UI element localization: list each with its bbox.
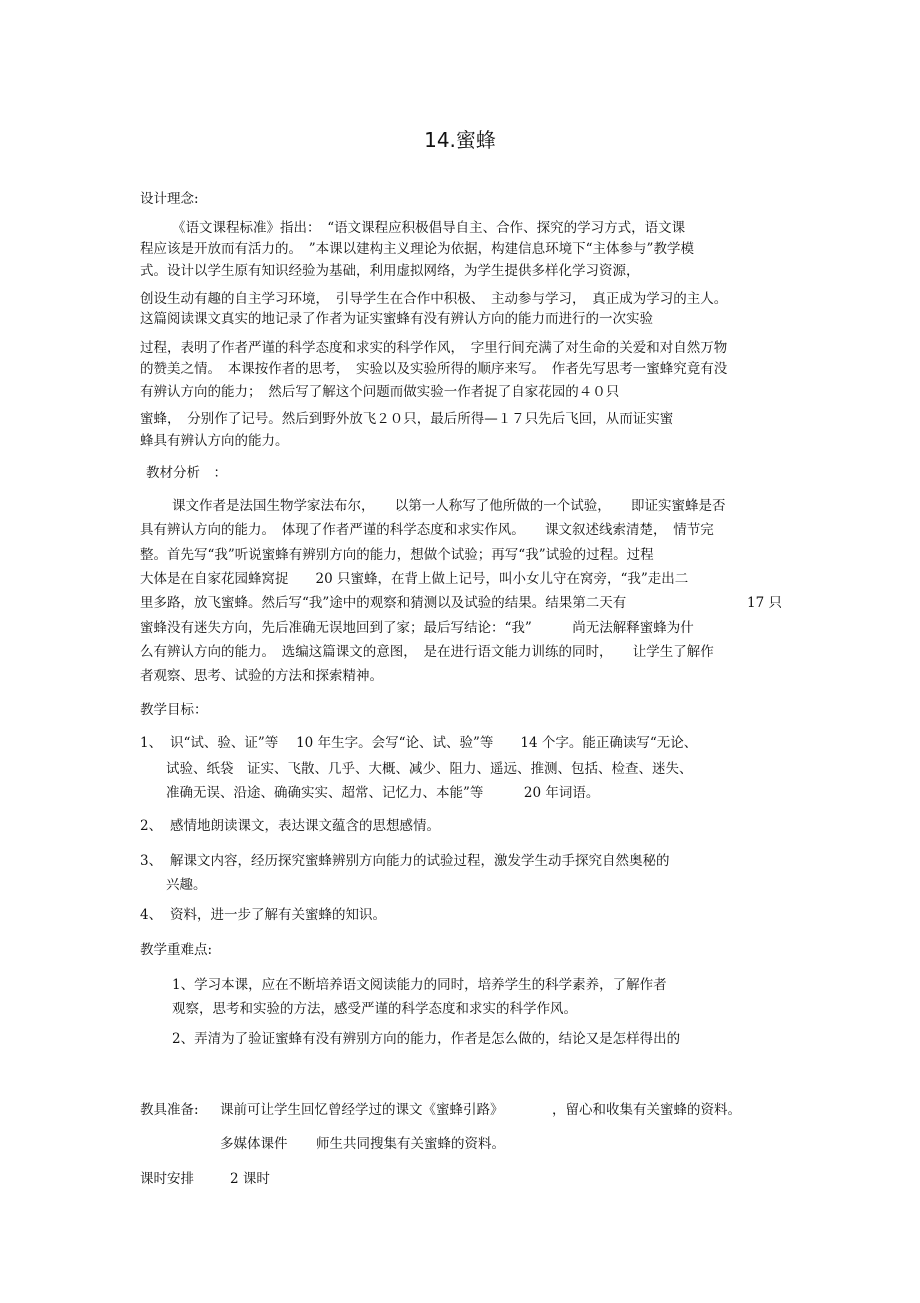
- prep-text: ，留心和收集有关蜜蜂的资料。: [552, 1102, 741, 1118]
- keypoint-line: 2、弄清为了验证蜜蜂有没有辨别方向的能力，作者是怎么做的，结论又是怎样得出的: [172, 1031, 681, 1047]
- design-line: 的赞美之情。 本课按作者的思考， 实验以及实验所得的顺序来写。 作者先写思考一蜜蜂究竟有没: [140, 361, 728, 377]
- goal-line: 兴趣。: [166, 877, 207, 893]
- page-title: 14.蜜蜂: [424, 128, 496, 152]
- goal-line: 解课文内容，经历探究蜜蜂辨别方向能力的试验过程，激发学生动手探究自然奥秘的: [170, 853, 670, 869]
- design-line: 这篇阅读课文真实的地记录了作者为证实蜜蜂有没有辨认方向的能力而进行的一次实验: [140, 311, 653, 327]
- analysis-line: 蜜蜂没有迷失方向，先后准确无误地回到了家；最后写结论：“我” 尚无法解释蜜蜂为什: [140, 620, 694, 636]
- design-heading: 设计理念:: [140, 191, 199, 207]
- goal-line: 试验、纸袋 证实、飞散、几乎、大概、减少、阻力、遥远、推测、包括、检查、迷失、: [166, 761, 693, 777]
- goal-line: 感情地朗读课文，表达课文蕴含的思想感情。: [170, 818, 440, 834]
- analysis-line: 整。首先写“我”听说蜜蜂有辨别方向的能力，想做个试验；再写“我”试验的过程。过程: [140, 547, 654, 563]
- keypoints-heading: 教学重难点:: [140, 942, 213, 958]
- design-line: 蜂具有辨认方向的能力。: [140, 433, 289, 449]
- goal-line: 识“试、验、证”等 10 年生字。会写“论、试、验”等 14 个字。能正确读写“无论、: [170, 735, 698, 751]
- analysis-line: 么有辨认方向的能力。 选编这篇课文的意图， 是在进行语文能力训练的同时， 让学生了解作: [140, 644, 714, 660]
- design-line: 过程，表明了作者严谨的科学态度和求实的科学作风， 字里行间充满了对生命的关爱和对自然万物: [140, 340, 728, 356]
- analysis-line: 大体是在自家花园蜂窝捉 20 只蜜蜂，在背上做上记号，叫小女儿守在窝旁，“我”走出二: [140, 571, 689, 587]
- design-line: 《语文课程标准》指出： “语文课程应积极倡导自主、合作、探究的学习方式，语文课: [172, 220, 686, 236]
- design-line: 创设生动有趣的自主学习环境， 引导学生在合作中积极、 主动参与学习， 真正成为学习的主人。: [140, 291, 728, 307]
- keypoint-line: 1、学习本课，应在不断培养语文阅读能力的同时，培养学生的科学素养，了解作者: [172, 977, 667, 993]
- prep-text: 师生共同搜集有关蜜蜂的资料。: [316, 1136, 505, 1152]
- goal-number: 1、: [140, 735, 163, 751]
- prep-text: 课前可让学生回忆曾经学过的课文《蜜蜂引路》: [220, 1102, 504, 1118]
- analysis-line: 具有辨认方向的能力。 体现了作者严谨的科学态度和求实作风。 课文叙述线索清楚， 情节完: [140, 522, 714, 538]
- analysis-line: 者观察、思考、试验的方法和探索精神。: [140, 668, 383, 684]
- analysis-line-tail: 17 只: [747, 595, 782, 611]
- prep-label: 教具准备:: [140, 1102, 199, 1118]
- design-line: 蜜蜂， 分别作了记号。然后到野外放飞２０只，最后所得—１７只先后飞回，从而证实蜜: [140, 411, 674, 427]
- design-line: 有辨认方向的能力； 然后写了解这个问题而做实验一作者捉了自家花园的４０只: [140, 384, 620, 400]
- design-line: 式。设计以学生原有知识经验为基础，利用虚拟网络，为学生提供多样化学习资源，: [140, 263, 640, 279]
- analysis-line: 里多路，放飞蜜蜂。然后写“我”途中的观察和猜测以及试验的结果。结果第二天有: [140, 595, 627, 611]
- goals-heading: 教学目标：: [140, 702, 208, 718]
- analysis-line: 课文作者是法国生物学家法布尔， 以第一人称写了他所做的一个试验， 即证实蜜蜂是否: [172, 498, 726, 514]
- keypoint-line: 观察，思考和实验的方法，感受严谨的科学态度和求实的科学作风。: [172, 1001, 577, 1017]
- analysis-heading: 教材分析 ：: [146, 465, 227, 481]
- prep-text: 多媒体课件: [220, 1136, 288, 1152]
- goal-number: 3、: [140, 853, 163, 869]
- goal-number: 2、: [140, 818, 163, 834]
- goal-number: 4、: [140, 907, 163, 923]
- goal-line: 资料，进一步了解有关蜜蜂的知识。: [170, 907, 386, 923]
- design-line: 程应该是开放而有活力的。 ”本课以建构主义理论为依据，构建信息环境下“主体参与”教学模: [140, 241, 694, 257]
- schedule-label: 课时安排: [140, 1171, 194, 1187]
- schedule-value: 2 课时: [230, 1171, 270, 1187]
- goal-line: 准确无误、沿途、确确实实、超常、记忆力、本能”等 20 年词语。: [166, 785, 600, 801]
